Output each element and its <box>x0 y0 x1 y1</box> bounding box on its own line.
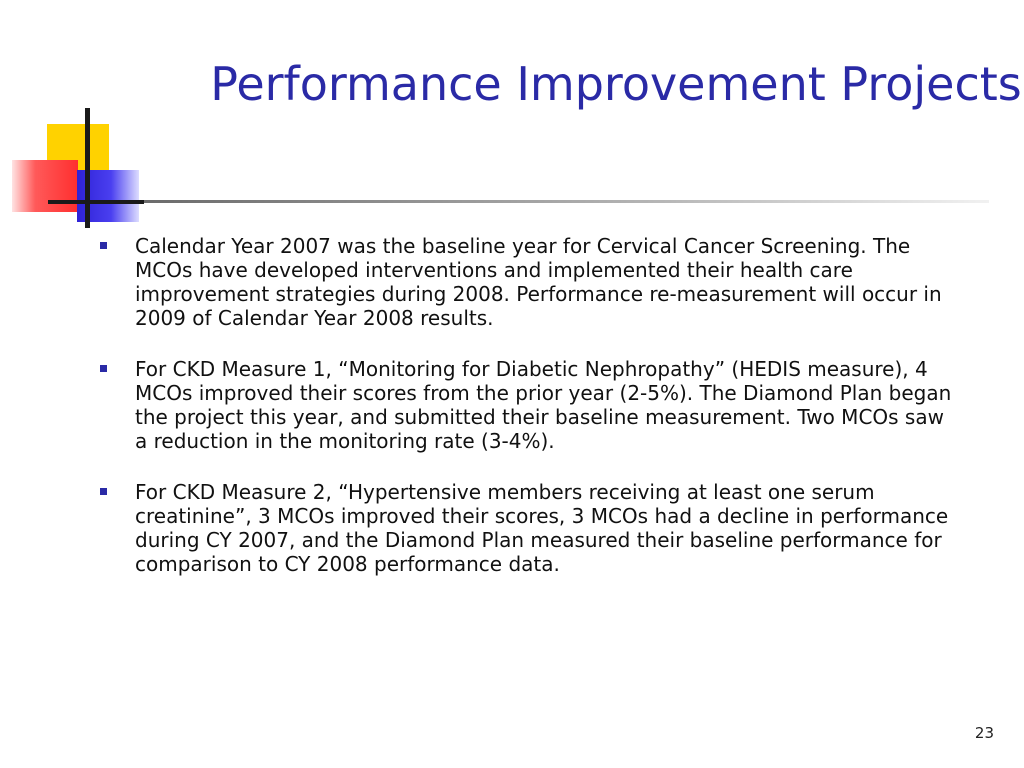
title-divider-line <box>144 200 989 203</box>
bullet-item <box>100 357 960 453</box>
logo-horizontal-line <box>48 200 144 204</box>
logo-vertical-line <box>85 108 90 228</box>
square-bullet-icon <box>100 242 107 249</box>
square-bullet-icon <box>100 488 107 495</box>
bullet-list <box>100 234 960 603</box>
bullet-item <box>100 234 960 330</box>
slide-title: Performance Improvement Projects <box>210 57 1022 111</box>
page-number: 23 <box>974 724 994 742</box>
bullet-text: For CKD Measure 2, “Hypertensive members receiving at least one serum creatinine”, 3 MCOs improved their scores, 3 MCOs had a decline in performance during CY 2007, and the Diamond Plan measured their baseline performance for comparison to CY 2008 performance data. <box>135 480 949 576</box>
square-bullet-icon <box>100 365 107 372</box>
bullet-text: For CKD Measure 1, “Monitoring for Diabetic Nephropathy” (HEDIS measure), 4 MCOs improved their scores from the prior year (2-5%). The Diamond Plan began the project this year, and submitted their baseline measurement. Two MCOs saw a reduction in the monitoring rate (3-4%). <box>135 357 952 453</box>
logo-red-square <box>12 160 78 212</box>
bullet-text: Calendar Year 2007 was the baseline year for Cervical Cancer Screening. The MCOs have developed interventions and implemented their health care improvement strategies during 2008. Performance re-measurement will occur in 2009 of Calendar Year 2008 results. <box>135 234 942 330</box>
bullet-item <box>100 480 960 576</box>
